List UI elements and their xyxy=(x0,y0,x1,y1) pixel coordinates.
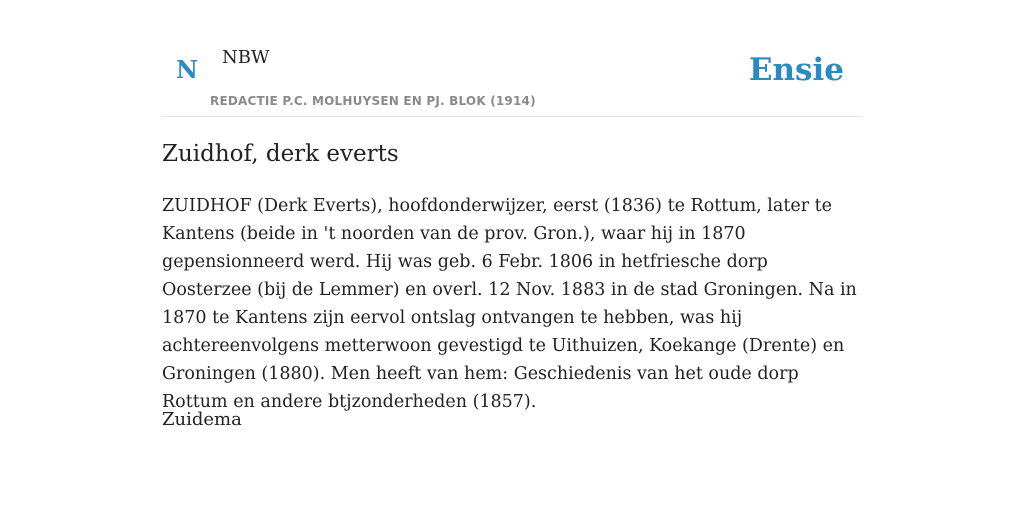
article-body: ZUIDHOF (Derk Everts), hoofdonderwijzer, eerst (1836) te Rottum, later te Kantens (beide in 't noorden van de prov. Gron.), waar hij in 1870 gepensionneerd werd. Hij was geb. 6 Febr. 1806 in hetfriesche dorp Oosterzee (bij de Lemmer) en overl. 12 Nov. 1883 in de stad Groningen. Na in 1870 te Kantens zijn eervol ontslag ontvangen te hebben, was hij achtereenvolgens metterwoon gevestigd te Uithuizen, Koekange (Drente) en Groningen (1880). Men heeft van hem: Geschiedenis van het oude dorp Rottum en andere btjzonderheden (1857). xyxy=(162,196,857,412)
source-header xyxy=(162,0,862,117)
next-entry-link[interactable]: Zuidema xyxy=(162,409,242,430)
article-title: Zuidhof, derk everts xyxy=(162,141,399,167)
source-name[interactable]: NBW xyxy=(222,47,270,68)
ensie-brand-link[interactable]: Ensie xyxy=(748,52,844,88)
source-logo[interactable]: N xyxy=(176,55,198,84)
source-editors: REDACTIE P.C. MOLHUYSEN EN PJ. BLOK (1914) xyxy=(210,94,536,108)
